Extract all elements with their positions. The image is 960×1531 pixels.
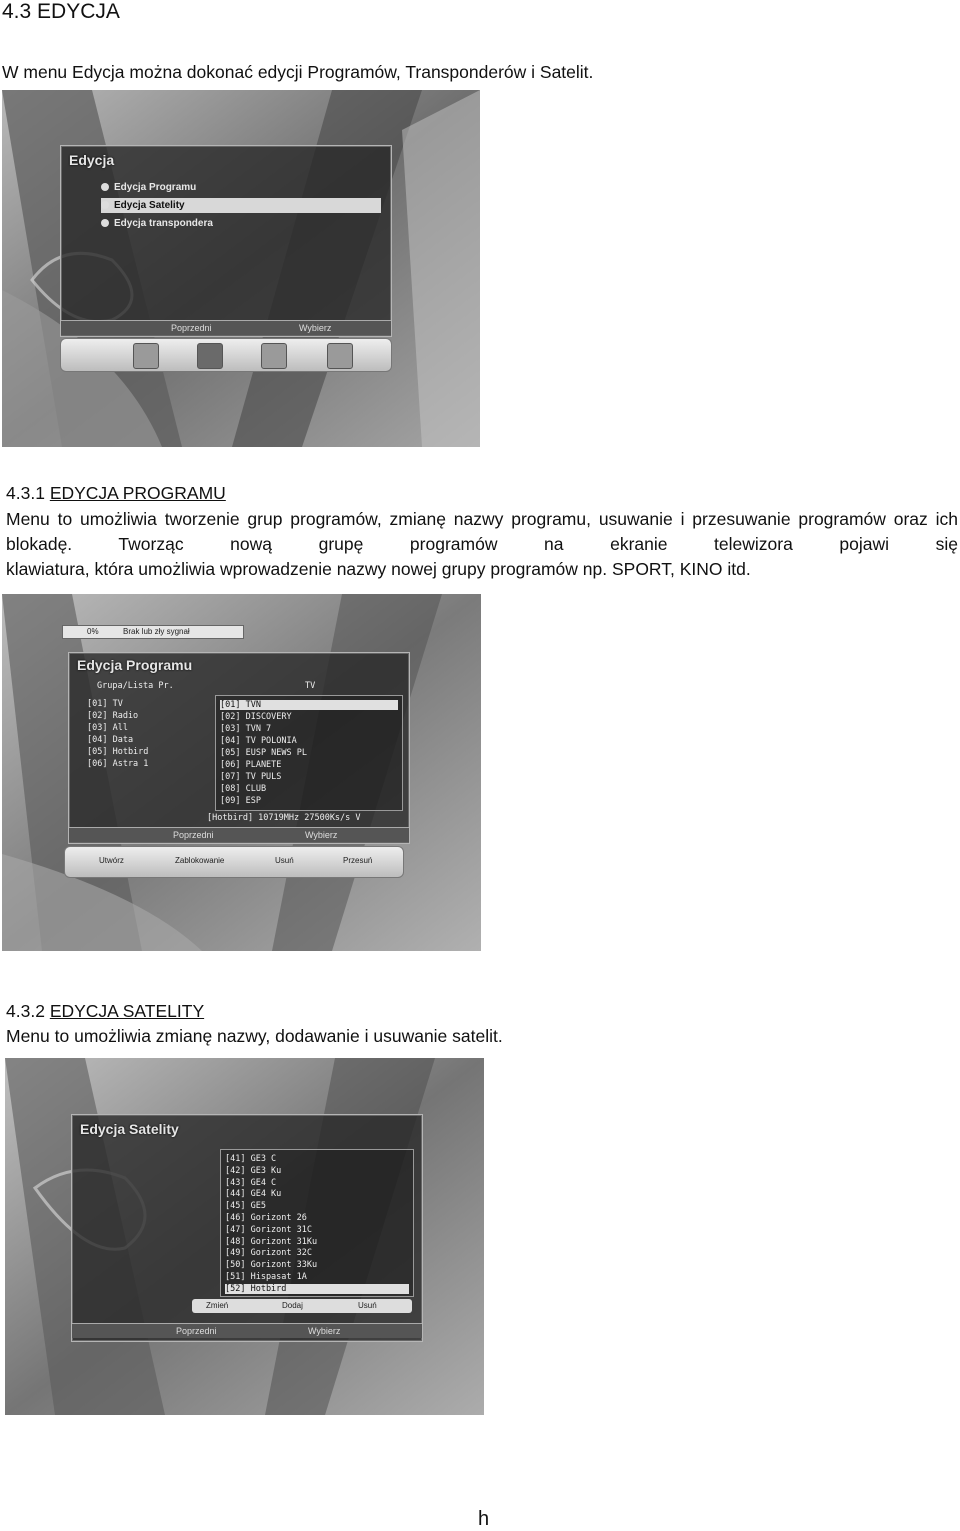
section-title: EDYCJA PROGRAMU [49,483,226,503]
transponder-status: [Hotbird] 10719MHz 27500Ks/s V [207,813,361,823]
channel-list-item[interactable]: [01] TVN [220,700,398,710]
panel-footer-bar [69,827,409,842]
satellite-list-item[interactable]: [50] Gorizont 33Ku [225,1260,318,1271]
section-number: 4.3.1 [6,483,45,503]
satellite-list-item[interactable]: [44] GE4 Ku [225,1189,282,1200]
create-button[interactable]: Utwórz [99,856,124,865]
section-heading: 4.3 EDYCJA [2,0,120,23]
edycja-satelity-panel [71,1114,423,1342]
section-4-3-1-title [6,483,226,504]
edycja-programu-panel [68,652,410,844]
menu-item-edycja-transpondera[interactable] [101,216,381,231]
edit-icon[interactable] [197,343,223,369]
menu-item-label: Edycja transpondera [114,218,213,229]
body-text: Menu to umożliwia tworzenie grup programów, zmianę nazwy programu, usuwanie i przesuwanie programów oraz ich blokadę. Tworząc nową grupę programów na ekranie telewizora pojawi się [6,509,958,554]
no-signal-message: Brak lub zły sygnał [123,627,190,636]
lock-button[interactable]: Zablokowanie [175,856,225,865]
back-hint: Poprzedni [176,1326,217,1336]
channel-list-item[interactable]: [03] TVN 7 [220,724,272,734]
group-list-item[interactable]: [02] Radio [87,711,139,721]
group-list-item[interactable]: [01] TV [87,699,123,709]
rename-button[interactable]: Zmień [206,1301,229,1310]
edycja-satelity-screenshot [5,1058,484,1415]
signal-level: 0% [87,627,99,636]
satellite-list-item[interactable]: [49] Gorizont 32C [225,1248,312,1259]
channel-list-item[interactable]: [02] DISCOVERY [220,712,292,722]
section-4-3-2-title [6,1001,204,1022]
edycja-programu-screenshot [2,594,481,951]
satellite-list-item[interactable]: [41] GE3 C [225,1154,277,1164]
satellite-button-row [192,1299,412,1313]
bullet-icon [101,201,109,209]
panel-title: Edycja Satelity [80,1121,179,1137]
body-text-last-line: klawiatura, która umożliwia wprowadzenie nazwy nowej grupy programów np. SPORT, KINO itd. [6,559,751,579]
group-list-item[interactable]: [03] All [87,723,128,733]
satellite-list-item[interactable]: [52] Hotbird [225,1284,409,1294]
group-list-item[interactable]: [06] Astra 1 [87,759,149,769]
section-title: EDYCJA SATELITY [49,1001,205,1021]
menu-title: Edycja [69,152,115,168]
satellite-list-item[interactable]: [42] GE3 Ku [225,1165,282,1176]
groups-list [83,695,207,815]
bullet-icon [101,219,109,227]
channel-list-item[interactable]: [04] TV POLONIA [220,736,297,746]
menu-footer-bar [61,320,391,335]
section-4-3-1-body [6,507,958,582]
satellite-list-item[interactable]: [51] Hispasat 1A [225,1272,307,1282]
panel-footer-bar [72,1323,422,1338]
channel-list-item[interactable]: [07] TV PULS [220,772,282,782]
panel-title: Edycja Programu [77,657,193,673]
channel-list-item[interactable]: [09] ESP [220,796,261,806]
channel-list-item[interactable]: [05] EUSP NEWS PL [220,748,307,758]
list-header: TV [305,681,316,691]
signal-indicator [62,625,244,639]
delete-button[interactable]: Usuń [358,1301,377,1310]
channel-list-item[interactable]: [06] PLANETE [220,760,282,770]
icon-toolbar [60,338,392,372]
section-number: 4.3.2 [6,1001,45,1021]
menu-item-label: Edycja Satelity [114,200,185,211]
edycja-screenshot [2,90,480,447]
groups-header: Grupa/Lista Pr. [97,681,174,691]
function-button-row [64,846,404,878]
satellite-list-item[interactable]: [48] Gorizont 31Ku [225,1236,318,1247]
satellite-list [220,1149,414,1297]
bullet-icon [101,183,109,191]
back-hint: Poprzedni [171,323,212,333]
satellite-list-item[interactable]: [46] Gorizont 26 [225,1213,307,1223]
satellite-list-item[interactable]: [43] GE4 C [225,1177,277,1188]
tools-icon[interactable] [261,343,287,369]
satellite-list-item[interactable]: [45] GE5 [225,1201,266,1212]
intro-text: W menu Edycja można dokonać edycji Programów, Transponderów i Satelit. [2,62,594,82]
add-button[interactable]: Dodaj [282,1301,303,1310]
select-hint: Wybierz [299,323,332,333]
group-list-item[interactable]: [05] Hotbird [87,747,149,757]
select-hint: Wybierz [308,1326,341,1336]
group-list-item[interactable]: [04] Data [87,735,134,745]
section-4-3-2-body: Menu to umożliwia zmianę nazwy, dodawanie i usuwanie satelit. [6,1026,503,1046]
menu-item-label: Edycja Programu [114,182,197,193]
move-button[interactable]: Przesuń [343,856,373,865]
channel-list [215,695,403,811]
install-icon[interactable] [133,343,159,369]
channel-list-item[interactable]: [08] CLUB [220,784,267,794]
system-icon[interactable] [327,343,353,369]
select-hint: Wybierz [305,830,338,840]
delete-button[interactable]: Usuń [275,856,294,865]
satellite-list-item[interactable]: [47] Gorizont 31C [225,1224,312,1235]
page-number: h [478,1508,490,1530]
edycja-menu-panel [60,145,392,337]
back-hint: Poprzedni [173,830,214,840]
menu-item-edycja-satelity[interactable] [101,198,381,213]
menu-item-edycja-programu[interactable] [101,180,381,195]
